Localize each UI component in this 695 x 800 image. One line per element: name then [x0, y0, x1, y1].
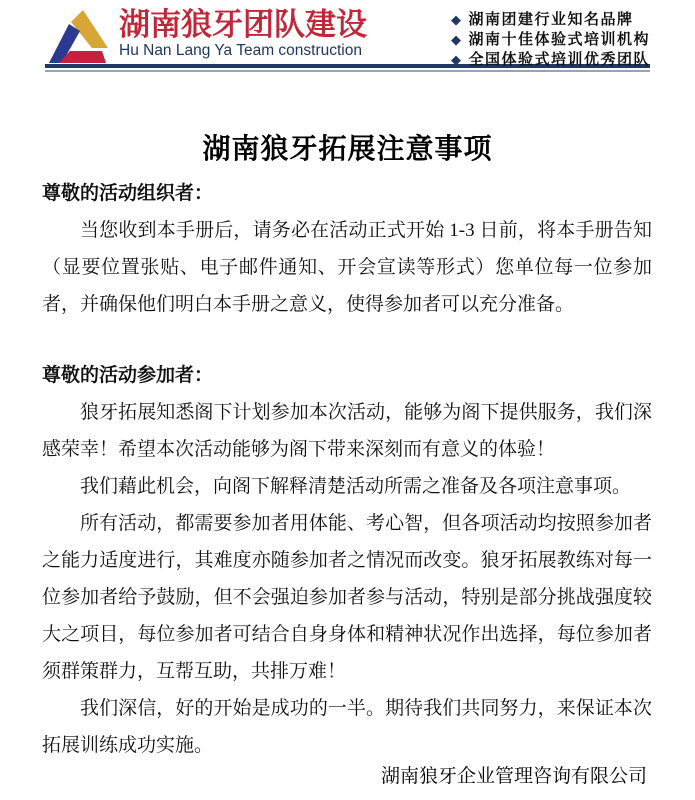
paragraph: 当您收到本手册后，请务必在活动正式开始 1-3 日前，将本手册告知（显要位置张贴、电子邮件通知、开会宣读等形式）您单位每一位参加者，并确保他们明白本手册之意义，使得参加者可以充分准备。 [42, 220, 652, 315]
section-heading-participants: 尊敬的活动参加者： [42, 365, 214, 386]
langya-triangle-logo-icon [45, 10, 113, 69]
accolade-text: 湖南团建行业知名品牌 [468, 12, 634, 28]
section-participants [42, 357, 652, 764]
diamond-icon: ◆ [450, 13, 463, 28]
paragraph: 我们深信，好的开始是成功的一半。期待我们共同努力，来保证本次拓展训练成功实施。 [42, 698, 652, 756]
brand-name-chinese: 湖南狼牙团队建设 [119, 7, 367, 42]
accolade-list [451, 8, 650, 70]
diamond-icon: ◆ [450, 53, 463, 68]
brand-name-english: Hu Nan Lang Ya Team construction [119, 42, 362, 59]
paragraph: 狼牙拓展知悉阁下计划参加本次活动，能够为阁下提供服务，我们深感荣幸！希望本次活动能够为阁下带来深刻而有意义的体验！ [42, 402, 652, 460]
accolade-text: 湖南十佳体验式培训机构 [468, 32, 650, 48]
section-organizers [42, 175, 652, 323]
accolade-item [451, 51, 650, 70]
letterhead [0, 0, 695, 68]
accolade-item [451, 31, 650, 50]
section-heading-organizers: 尊敬的活动组织者： [42, 183, 214, 204]
page-title: 湖南狼牙拓展注意事项 [202, 134, 493, 165]
company-signature: 湖南狼牙企业管理咨询有限公司 [380, 766, 647, 787]
diamond-icon: ◆ [450, 33, 463, 48]
document-body [0, 175, 695, 764]
paragraph: 所有活动，都需要参加者用体能、考心智，但各项活动均按照参加者之能力适度进行，其难度亦随参加者之情况而改变。狼牙拓展教练对每一位参加者给予鼓励，但不会强迫参加者参与活动，特别是部分挑战强度较大之项目，每位参加者可结合自身身体和精神状况作出选择，每位参加者须群策群力，互帮互助，共排万难！ [42, 513, 652, 682]
paragraph: 我们藉此机会，向阁下解释清楚活动所需之准备及各项注意事项。 [80, 476, 632, 497]
accolade-text: 全国体验式培训优秀团队 [468, 52, 650, 68]
accolade-item [451, 11, 650, 30]
brand-block [119, 8, 367, 60]
